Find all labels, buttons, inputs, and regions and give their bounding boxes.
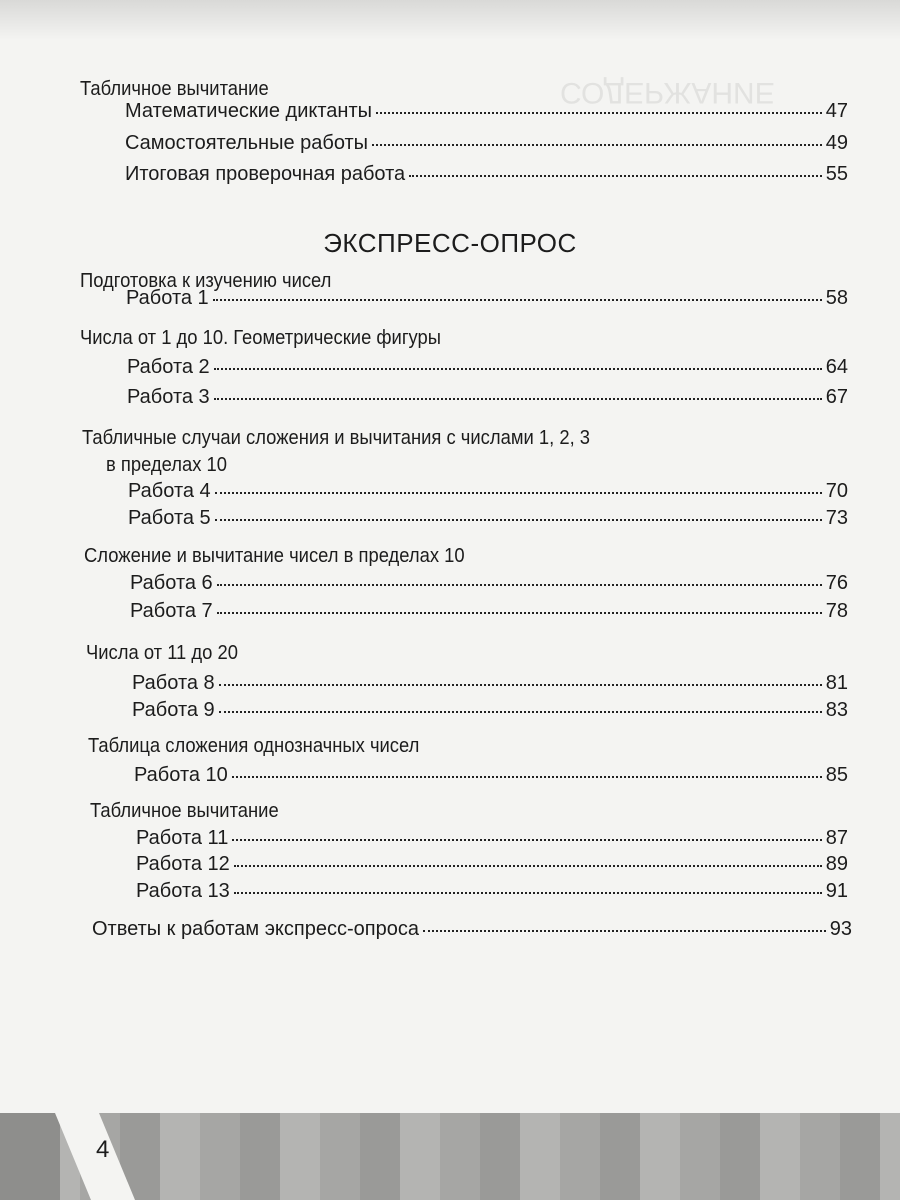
toc-entry[interactable] [125, 132, 848, 155]
entry-label: Ответы к работам экспресс-опроса [92, 918, 419, 940]
toc-entry[interactable] [127, 356, 848, 379]
dot-leader [219, 711, 822, 713]
entry-label: Работа 4 [128, 480, 211, 502]
entry-page: 55 [825, 163, 848, 185]
toc-entry[interactable] [136, 880, 848, 903]
entry-label: Самостоятельные работы [125, 132, 369, 154]
entry-label: Работа 2 [127, 356, 210, 378]
entry-label: Работа 1 [126, 287, 209, 309]
toc-entry[interactable] [125, 163, 848, 186]
toc-heading: Таблица сложения однозначных чисел [88, 735, 420, 757]
entry-page: 49 [825, 132, 848, 154]
toc-entry[interactable] [130, 572, 848, 595]
dot-leader [234, 892, 822, 894]
dot-leader [423, 930, 826, 932]
dot-leader [232, 839, 821, 841]
entry-page: 85 [825, 764, 848, 786]
toc-entry[interactable] [128, 507, 848, 530]
toc-heading: Сложение и вычитание чисел в пределах 10 [84, 545, 465, 567]
entry-page: 73 [825, 507, 848, 529]
entry-page: 81 [825, 672, 848, 694]
toc-entry[interactable] [127, 386, 848, 409]
toc-entry[interactable] [136, 853, 848, 876]
entry-label: Работа 12 [136, 853, 230, 875]
entry-page: 91 [825, 880, 848, 902]
entry-page: 47 [825, 100, 848, 122]
section-title: ЭКСПРЕСС-ОПРОС [323, 228, 577, 258]
entry-label: Работа 13 [136, 880, 230, 902]
entry-label: Математические диктанты [125, 100, 372, 122]
toc-heading: Табличное вычитание [80, 78, 269, 100]
toc-entry[interactable] [132, 699, 848, 722]
dot-leader [376, 112, 822, 114]
entry-label: Работа 11 [136, 827, 229, 849]
entry-page: 78 [825, 600, 848, 622]
toc-heading: Числа от 11 до 20 [86, 642, 238, 664]
entry-label: Работа 8 [132, 672, 215, 694]
entry-label: Итоговая проверочная работа [125, 163, 406, 185]
entry-page: 64 [825, 356, 848, 378]
toc-entry[interactable] [136, 827, 848, 850]
toc-heading-continued: в пределах 10 [106, 454, 228, 476]
dot-leader [215, 492, 822, 494]
dot-leader [372, 144, 822, 146]
dot-leader [232, 776, 822, 778]
toc-heading: Табличные случаи сложения и вычитания с числами 1, 2, 3 [82, 427, 591, 449]
toc-entry[interactable] [125, 100, 848, 123]
entry-label: Работа 7 [130, 600, 213, 622]
toc-heading: Подготовка к изучению чисел [80, 270, 332, 292]
entry-page: 93 [829, 918, 852, 940]
dot-leader [217, 612, 822, 614]
dot-leader [214, 398, 822, 400]
entry-page: 89 [825, 853, 848, 875]
entry-label: Работа 9 [132, 699, 215, 721]
footer-band [0, 1113, 900, 1200]
entry-label: Работа 6 [130, 572, 213, 594]
entry-label: Работа 10 [134, 764, 228, 786]
entry-label: Работа 3 [127, 386, 210, 408]
page-number: 4 [96, 1136, 110, 1163]
toc-entry[interactable] [128, 480, 848, 503]
entry-page: 67 [825, 386, 848, 408]
entry-page: 83 [825, 699, 848, 721]
dot-leader [214, 368, 822, 370]
toc-entry[interactable] [126, 287, 848, 310]
toc-heading: Числа от 1 до 10. Геометрические фигуры [80, 327, 441, 349]
entry-page: 87 [825, 827, 848, 849]
dot-leader [215, 519, 822, 521]
dot-leader [219, 684, 822, 686]
dot-leader [409, 175, 822, 177]
dot-leader [217, 584, 822, 586]
toc-heading: Табличное вычитание [90, 800, 279, 822]
dot-leader [213, 299, 822, 301]
page-edge-shadow [0, 0, 900, 40]
footer-band-left [0, 1113, 60, 1200]
entry-label: Работа 5 [128, 507, 211, 529]
entry-page: 58 [825, 287, 848, 309]
entry-page: 76 [825, 572, 848, 594]
toc-entry-answers[interactable] [92, 918, 852, 941]
toc-entry[interactable] [130, 600, 848, 623]
entry-page: 70 [825, 480, 848, 502]
toc-entry[interactable] [132, 672, 848, 695]
bleed-through-text: СОДЕРЖАНИЕ [560, 76, 775, 109]
dot-leader [234, 865, 822, 867]
toc-entry[interactable] [134, 764, 848, 787]
